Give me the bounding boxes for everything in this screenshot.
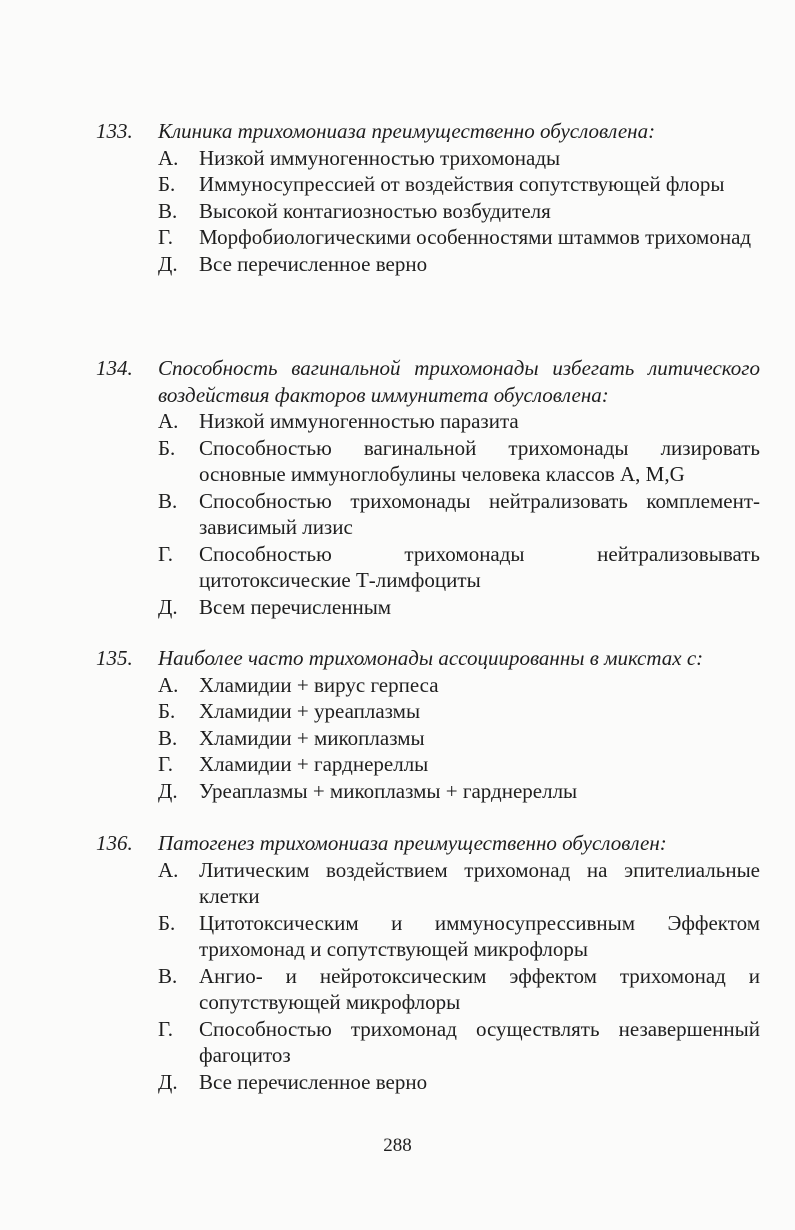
option-letter: А.	[158, 409, 179, 433]
question-text: Способность вагинальной трихомонады избегать литического воздействия факторов иммунитета обусловлена:	[158, 356, 760, 407]
answer-option	[158, 251, 760, 278]
option-text: Морфобиологическими особенностями штаммов трихомонад	[199, 225, 752, 249]
option-letter: В.	[158, 725, 178, 750]
option-text: Хламидии + микоплазмы	[199, 725, 425, 750]
answer-option	[158, 1069, 760, 1096]
answer-option	[158, 778, 760, 805]
option-letter: Б.	[158, 172, 176, 196]
answer-option	[158, 910, 760, 963]
answer-option	[158, 1016, 760, 1069]
question-134	[96, 355, 760, 620]
option-letter: Д.	[158, 594, 178, 619]
option-letter: В.	[158, 963, 178, 988]
question-header	[96, 645, 760, 672]
option-text: Все перечисленное верно	[199, 1069, 428, 1094]
answer-option	[158, 198, 760, 225]
option-text: Способностью трихомонад осуществлять незавершенный фагоцитоз	[199, 1016, 760, 1067]
option-text: Низкой иммуногенностью трихомонады	[199, 145, 561, 170]
question-text: Патогенез трихомониаза преимущественно обусловлен:	[158, 831, 667, 855]
answer-option	[158, 725, 760, 752]
answer-option	[158, 408, 760, 435]
answer-option	[158, 672, 760, 699]
answer-option	[158, 594, 760, 621]
option-text: Иммуносупрессией от воздействия сопутствующей флоры	[199, 172, 725, 196]
option-text: Хламидии + вирус герпеса	[199, 672, 439, 697]
option-letter: А.	[158, 857, 179, 882]
option-letter: Б.	[158, 910, 176, 935]
option-letter: Б.	[158, 699, 176, 723]
option-letter: А.	[158, 145, 179, 170]
answer-option	[158, 488, 760, 541]
option-text: Способностью трихомонады нейтрализовывать цитотоксические Т-лимфоциты	[199, 541, 760, 592]
question-135	[96, 645, 760, 804]
option-letter: В.	[158, 488, 178, 513]
question-text: Клиника трихомониаза преимущественно обусловлена:	[158, 119, 656, 143]
answer-option	[158, 963, 760, 1016]
answer-option	[158, 171, 760, 198]
option-letter: Г.	[158, 752, 174, 776]
question-number: 135.	[96, 646, 133, 670]
option-letter: Г.	[158, 541, 174, 566]
question-header	[96, 118, 760, 145]
question-number: 134.	[96, 356, 133, 380]
answer-option	[158, 435, 760, 488]
answer-option	[158, 224, 760, 251]
option-letter: Д.	[158, 778, 178, 803]
option-letter: В.	[158, 198, 178, 223]
option-text: Низкой иммуногенностью паразита	[199, 409, 519, 433]
option-text: Способностью вагинальной трихомонады лизировать основные иммуноглобулины человека классов A, M,G	[199, 435, 760, 486]
option-letter: Д.	[158, 1069, 178, 1094]
option-text: Хламидии + гарднереллы	[199, 752, 429, 776]
answer-option	[158, 751, 760, 778]
answer-option	[158, 145, 760, 172]
question-header	[96, 830, 760, 857]
option-text: Ангио- и нейротоксическим эффектом трихомонад и сопутствующей микрофлоры	[199, 963, 760, 1014]
option-letter: Г.	[158, 1016, 174, 1041]
answer-option	[158, 698, 760, 725]
option-text: Хламидии + уреаплазмы	[199, 699, 421, 723]
option-text: Способностью трихомонады нейтрализовать комплемент-зависимый лизис	[199, 488, 760, 539]
option-letter: Г.	[158, 225, 174, 249]
option-text: Цитотоксическим и иммуносупрессивным Эффектом трихомонад и сопутствующей микрофлоры	[199, 910, 760, 961]
answer-option	[158, 541, 760, 594]
option-letter: Д.	[158, 251, 178, 276]
option-text: Все перечисленное верно	[199, 251, 428, 276]
question-133	[96, 118, 760, 277]
question-header	[96, 355, 760, 408]
option-text: Всем перечисленным	[199, 594, 392, 619]
option-letter: Б.	[158, 435, 176, 460]
page-number: 288	[383, 1135, 412, 1156]
option-text: Литическим воздействием трихомонад на эпителиальные клетки	[199, 857, 760, 908]
question-136	[96, 830, 760, 1095]
option-text: Уреаплазмы + микоплазмы + гарднереллы	[199, 778, 578, 803]
question-text: Наиболее часто трихомонады ассоциированны в микстах с:	[158, 646, 704, 670]
answer-option	[158, 857, 760, 910]
question-number: 136.	[96, 831, 133, 855]
option-text: Высокой контагиозностью возбудителя	[199, 198, 551, 223]
option-letter: А.	[158, 672, 179, 697]
question-number: 133.	[96, 119, 133, 143]
